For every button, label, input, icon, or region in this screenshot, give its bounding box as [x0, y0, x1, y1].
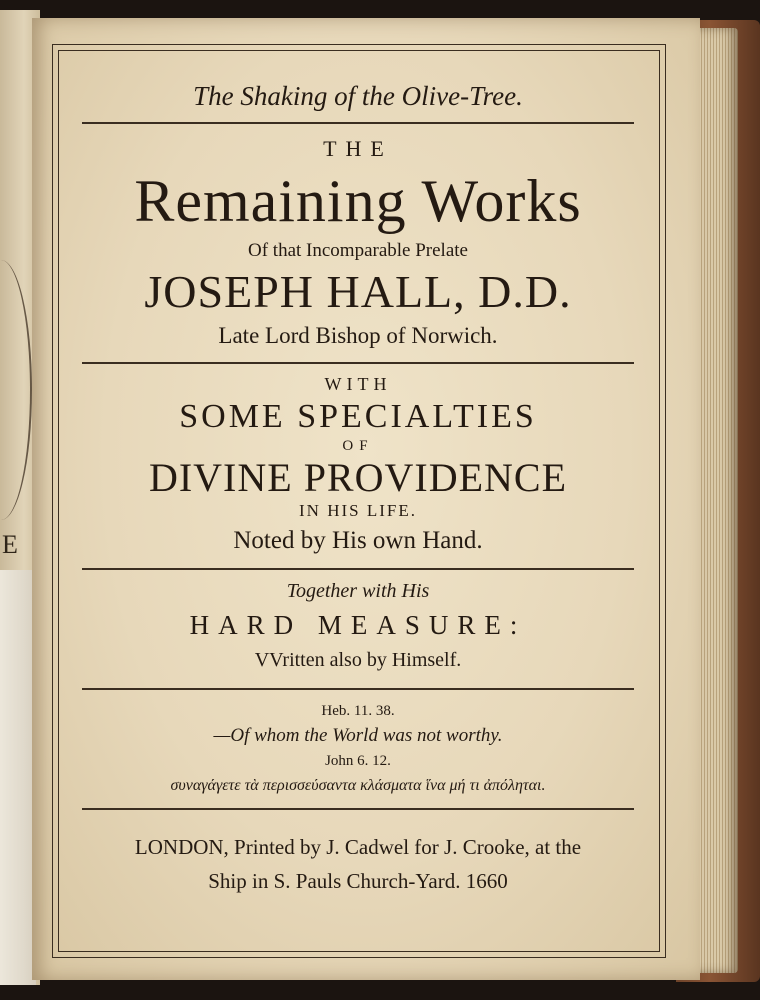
divider-rule: [82, 688, 634, 690]
tissue-guard: [0, 570, 36, 985]
author-name: JOSEPH HALL, D.D.: [144, 266, 572, 317]
of-label: OF: [342, 438, 374, 454]
hard-measure-heading: HARD MEASURE:: [189, 610, 527, 640]
with-label: WITH: [324, 374, 392, 394]
specialties-heading: SOME SPECIALTIES: [179, 398, 537, 435]
title-page: [32, 18, 700, 980]
divider-rule: [82, 808, 634, 810]
together-with: Together with His: [286, 580, 430, 602]
noted-by: Noted by His own Hand.: [233, 527, 483, 554]
title-page-text: [72, 70, 644, 898]
engraving-letters: E: [2, 530, 22, 559]
scripture-ref-hebrews: Heb. 11. 38.: [321, 703, 395, 719]
engraving-fragment: [0, 260, 32, 520]
running-title: The Shaking of the Olive-Tree.: [193, 81, 523, 111]
the-heading: THE: [323, 136, 393, 161]
imprint-line-2: Ship in S. Pauls Church-Yard. 1660: [208, 869, 508, 893]
divider-rule: [82, 568, 634, 570]
scripture-ref-john: John 6. 12.: [325, 753, 391, 769]
scripture-quote-hebrews: —Of whom the World was not worthy.: [213, 725, 503, 746]
author-title: Late Lord Bishop of Norwich.: [218, 323, 498, 348]
divider-rule: [82, 362, 634, 364]
subtitle-prelate: Of that Incomparable Prelate: [248, 240, 468, 261]
main-title: Remaining Works: [134, 168, 582, 234]
providence-heading: DIVINE PROVIDENCE: [148, 455, 568, 500]
divider-rule: [82, 122, 634, 124]
written-also: VVritten also by Himself.: [254, 649, 462, 671]
in-his-life: IN HIS LIFE.: [299, 501, 417, 520]
imprint-line-1: LONDON, Printed by J. Cadwel for J. Crooke, at the: [134, 835, 582, 859]
scripture-quote-greek: συναγάγετε τὰ περισσεύσαντα κλάσματα ἵνα μή τι ἀπόληται.: [170, 777, 546, 794]
